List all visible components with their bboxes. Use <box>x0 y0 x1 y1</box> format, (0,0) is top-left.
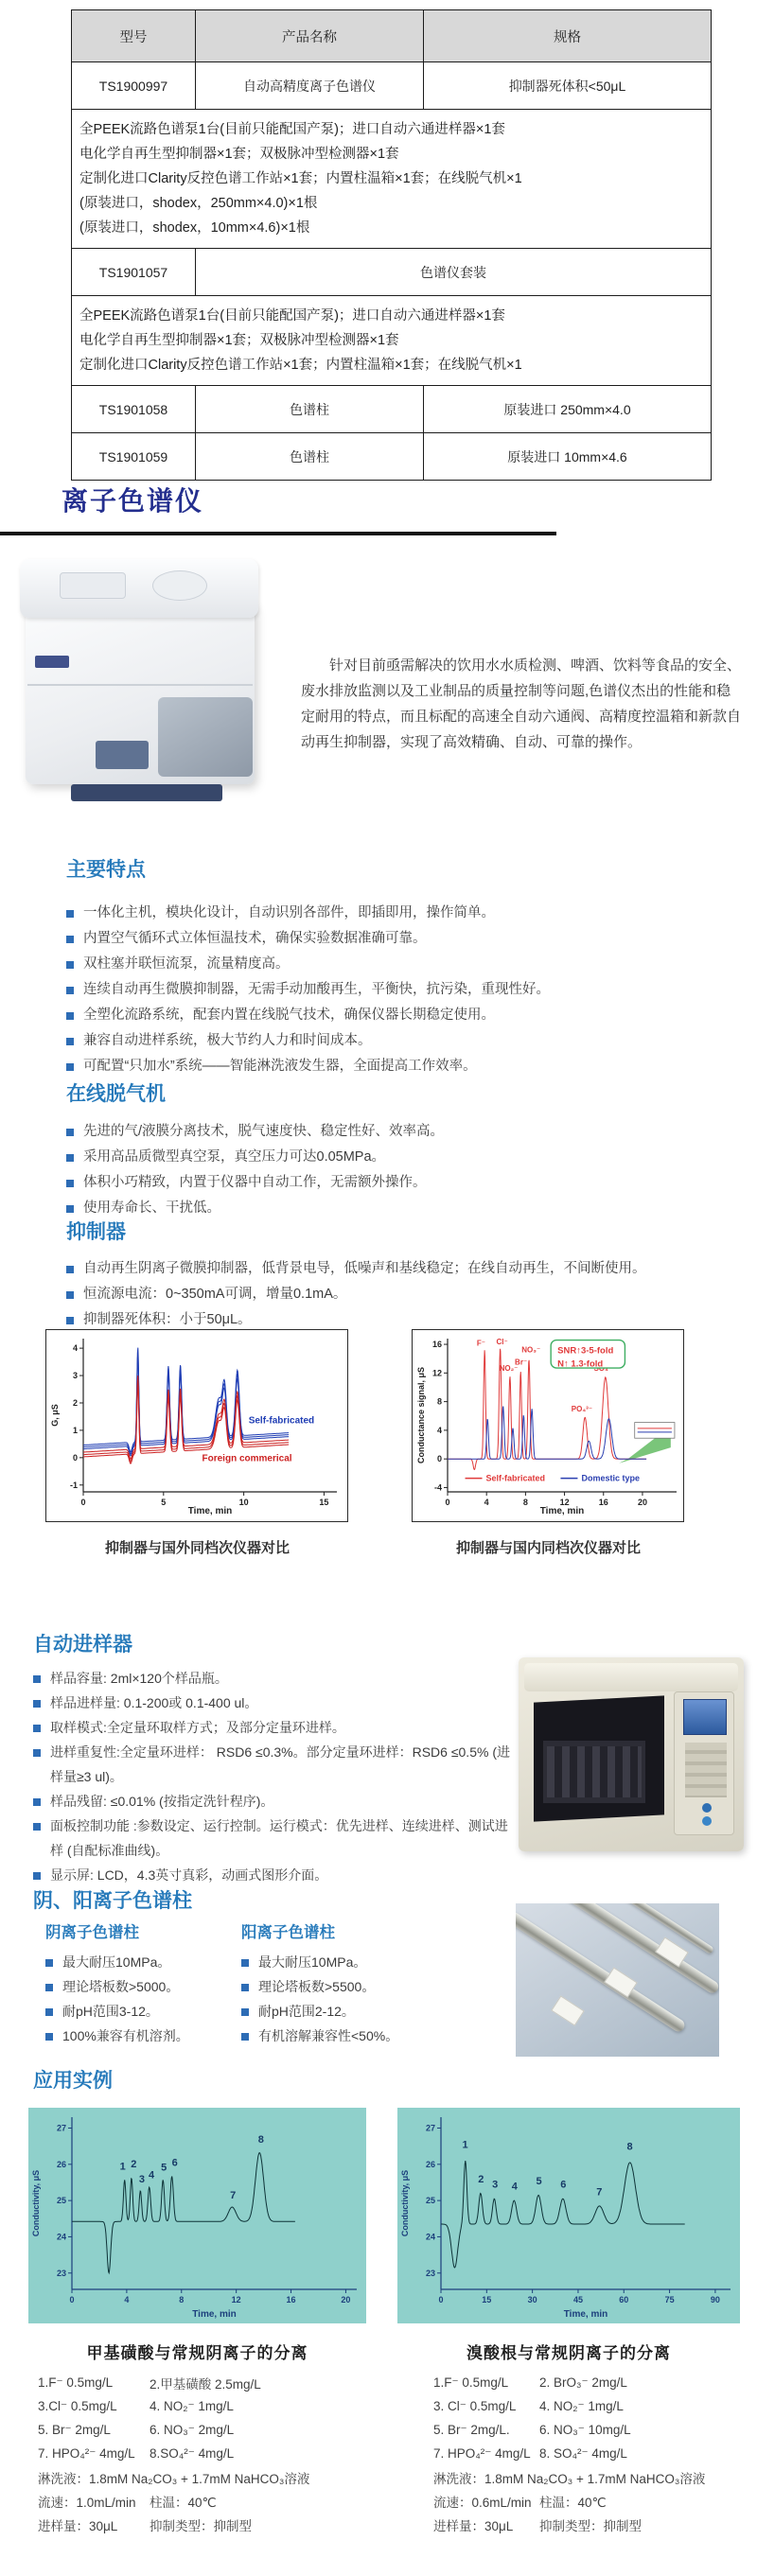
list-item <box>33 1740 520 1789</box>
svg-text:4: 4 <box>149 2169 155 2182</box>
list-item <box>66 901 729 926</box>
analyte: 1.F⁻ 0.5mg/L <box>38 2374 114 2390</box>
analyte: 3.Cl⁻ 0.5mg/L <box>38 2398 117 2413</box>
list-item <box>66 1256 738 1282</box>
cation-spec: 耐pH范围2-12。 <box>258 2004 355 2019</box>
svg-text:4: 4 <box>124 2295 130 2304</box>
svg-text:23: 23 <box>56 2268 66 2278</box>
list-item <box>66 1145 729 1170</box>
bullet-icon <box>241 2033 249 2041</box>
svg-text:Foreign commerical: Foreign commerical <box>202 1453 292 1464</box>
svg-text:20: 20 <box>637 1498 647 1507</box>
spec-line: (原装进口，shodex，250mm×4.0)×1根 <box>79 196 318 211</box>
svg-text:25: 25 <box>56 2196 66 2206</box>
svg-text:Time, min: Time, min <box>192 2309 237 2320</box>
column-temp: 柱温：40℃ <box>539 2495 607 2510</box>
autosampler-button <box>702 1816 712 1826</box>
svg-text:1: 1 <box>119 2161 126 2173</box>
cation-spec: 理论塔板数>5500。 <box>258 1979 376 1994</box>
bullet-icon <box>33 1823 41 1831</box>
analyte: 4. NO₂⁻ 1mg/L <box>539 2398 624 2413</box>
suppressor-text: 恒流源电流：0~350mA可调，增量0.1mA。 <box>83 1287 347 1302</box>
subsection-title: 阴离子色谱柱 <box>45 1924 139 1941</box>
condition-row <box>38 2442 426 2465</box>
svg-text:3: 3 <box>72 1371 78 1381</box>
section-suppressor <box>66 1217 738 1333</box>
table-cell: TS1901058 <box>72 386 196 433</box>
bromate-anions-chart <box>397 2108 740 2323</box>
bullet-icon <box>33 1700 41 1708</box>
svg-text:24: 24 <box>56 2232 66 2242</box>
instrument-door-panel <box>158 697 253 777</box>
bullet-icon <box>66 1205 74 1213</box>
feature-text: 一体化主机，模块化设计，自动识别各部件，即插即用，操作简单。 <box>83 905 495 920</box>
table-cell: TS1901057 <box>72 249 196 296</box>
analyte: 8. SO₄²⁻ 4mg/L <box>539 2445 627 2461</box>
svg-text:Domestic type: Domestic type <box>581 1473 640 1483</box>
svg-text:23: 23 <box>425 2268 435 2278</box>
list-item <box>45 1974 230 1999</box>
bullet-icon <box>45 1984 53 1991</box>
condition-row <box>38 2394 426 2418</box>
feature-text: 兼容自动进样系统，极大节约人力和时间成本。 <box>83 1033 372 1048</box>
instrument-slot <box>96 741 149 769</box>
svg-text:5: 5 <box>161 2162 167 2174</box>
suppressor-vs-domestic-chart <box>412 1329 684 1522</box>
svg-text:Conductance signal, μS: Conductance signal, μS <box>416 1366 426 1464</box>
table-cell: 色谱柱 <box>196 433 424 481</box>
svg-text:2: 2 <box>478 2173 484 2185</box>
page-title: 离子色谱仪 <box>62 486 204 516</box>
figure-app-left <box>28 2108 366 2363</box>
svg-text:1: 1 <box>72 1425 78 1435</box>
svg-text:4: 4 <box>484 1498 489 1507</box>
section-title: 阴、阳离子色谱柱 <box>33 1890 192 1912</box>
instrument-logo-badge <box>35 656 69 668</box>
list-item <box>66 1028 729 1054</box>
svg-text:27: 27 <box>425 2123 435 2133</box>
flow-rate: 流速：1.0mL/min <box>38 2495 136 2510</box>
svg-text:Time, min: Time, min <box>539 1506 585 1516</box>
columns-photo <box>516 1903 719 2057</box>
bullet-icon <box>66 1038 74 1045</box>
list-item <box>33 1666 520 1691</box>
list-item <box>66 1003 729 1028</box>
svg-text:Conductivity, μS: Conductivity, μS <box>400 2169 410 2237</box>
anion-column-specs <box>45 1919 230 2048</box>
list-item <box>66 1282 738 1307</box>
svg-text:90: 90 <box>710 2295 720 2304</box>
list-item <box>66 1119 729 1145</box>
analyte: 1.F⁻ 0.5mg/L <box>433 2374 509 2390</box>
svg-text:25: 25 <box>425 2196 435 2206</box>
bullet-icon <box>45 1959 53 1967</box>
chart-caption: 抑制器与国内同档次仪器对比 <box>455 1540 641 1556</box>
condition-row <box>433 2418 746 2442</box>
list-item <box>45 1999 230 2024</box>
autosampler-text: 样品残留: ≤0.01% (按指定洗针程序)。 <box>50 1794 274 1809</box>
svg-text:30: 30 <box>527 2295 537 2304</box>
instrument-seam <box>27 684 253 686</box>
svg-text:NO₂⁻: NO₂⁻ <box>499 1364 519 1374</box>
autosampler-text: 面板控制功能 :参数设定、运行控制。运行模式：优先进样、连续进样、测试进样 (自配标准曲线)。 <box>50 1818 508 1858</box>
cation-spec: 最大耐压10MPa。 <box>258 1954 367 1970</box>
analyte: 6. NO₃⁻ 10mg/L <box>539 2422 631 2437</box>
suppression-type: 抑制类型：抑制型 <box>150 2518 252 2533</box>
degasser-text: 使用寿命长、干扰低。 <box>83 1200 220 1216</box>
autosampler-lid <box>524 1663 738 1691</box>
bullet-icon <box>66 1063 74 1071</box>
svg-text:4: 4 <box>436 1425 442 1435</box>
condition-row <box>433 2394 746 2418</box>
spec-line: 全PEEK流路色谱泵1台(目前只能配国产泵)；进口自动六通进样器×1套 <box>79 122 505 137</box>
section-degasser <box>66 1078 729 1221</box>
svg-text:-1: -1 <box>69 1480 78 1490</box>
autosampler-text: 取样模式:全定量环取样方式；及部分定量环进样。 <box>50 1720 345 1735</box>
table-merged-cell <box>72 110 712 249</box>
svg-text:-4: -4 <box>433 1482 442 1493</box>
bullet-icon <box>45 2033 53 2041</box>
autosampler-keypad <box>685 1743 727 1797</box>
bullet-icon <box>66 1012 74 1020</box>
svg-text:45: 45 <box>572 2295 583 2304</box>
svg-text:24: 24 <box>425 2232 435 2242</box>
analyte: 7. HPO₄²⁻ 4mg/L <box>433 2445 531 2461</box>
list-item <box>33 1789 520 1814</box>
list-item <box>66 1170 729 1196</box>
bullet-icon <box>66 987 74 994</box>
cation-spec: 有机溶解兼容性<50%。 <box>258 2028 399 2043</box>
degasser-text: 先进的气/液膜分离技术，脱气速度快、稳定性好、效率高。 <box>83 1124 445 1139</box>
feature-text: 全塑化流路系统，配套内置在线脱气技术，确保仪器长期稳定使用。 <box>83 1008 495 1023</box>
section-applications <box>33 2065 743 2094</box>
instrument-base <box>71 784 222 801</box>
table-cell: TS1901059 <box>72 433 196 481</box>
condition-row <box>38 2513 426 2536</box>
svg-text:8: 8 <box>522 1498 528 1507</box>
autosampler-screen <box>683 1699 727 1735</box>
condition-row <box>433 2489 746 2513</box>
svg-text:2: 2 <box>72 1397 78 1408</box>
injection-volume: 进样量：30μL <box>38 2518 118 2533</box>
condition-row <box>433 2442 746 2465</box>
bullet-icon <box>66 1129 74 1136</box>
svg-text:1: 1 <box>462 2139 468 2151</box>
chart-caption: 抑制器与国外同档次仪器对比 <box>104 1540 290 1556</box>
svg-text:Conductivity, μS: Conductivity, μS <box>31 2169 41 2237</box>
bullet-icon <box>241 1984 249 1991</box>
msa-anions-chart <box>28 2108 366 2323</box>
spec-line: 电化学自再生型抑制器×1套；双极脉冲型检测器×1套 <box>79 147 399 162</box>
section-features <box>66 854 729 1079</box>
table-cell: 色谱柱 <box>196 386 424 433</box>
list-item <box>241 1974 464 1999</box>
svg-text:15: 15 <box>482 2295 492 2304</box>
svg-text:8: 8 <box>436 1396 442 1407</box>
svg-text:0: 0 <box>438 2295 444 2304</box>
list-item <box>45 1950 230 1974</box>
svg-text:16: 16 <box>286 2295 296 2304</box>
subsection-title: 阳离子色谱柱 <box>241 1924 335 1941</box>
svg-text:0: 0 <box>72 1452 78 1463</box>
svg-text:0: 0 <box>69 2295 75 2304</box>
list-item <box>45 2024 230 2048</box>
section-title: 抑制器 <box>66 1221 126 1243</box>
column-label-tag <box>551 1995 585 2025</box>
instrument-lid <box>20 559 258 618</box>
suppressor-text: 自动再生阴离子微膜抑制器，低背景电导，低噪声和基线稳定；在线自动再生，不间断使用。 <box>83 1261 646 1276</box>
list-item <box>33 1691 520 1715</box>
svg-text:26: 26 <box>425 2159 435 2169</box>
analyte: 2.甲基磺酸 2.5mg/L <box>150 2376 261 2392</box>
bullet-icon <box>241 2008 249 2016</box>
svg-text:Self-fabricated: Self-fabricated <box>248 1415 315 1427</box>
column-temp: 柱温：40℃ <box>150 2495 217 2510</box>
feature-text: 连续自动再生微膜抑制器，无需手动加酸再生，平衡快，抗污染，重现性好。 <box>83 982 550 997</box>
chart-caption: 甲基磺酸与常规阴离子的分离 <box>86 2344 308 2362</box>
svg-text:Time, min: Time, min <box>563 2309 608 2320</box>
spec-line: 电化学自再生型抑制器×1套；双极脉冲型检测器×1套 <box>79 333 399 348</box>
list-item <box>66 1054 729 1079</box>
svg-text:4: 4 <box>511 2181 518 2193</box>
svg-text:60: 60 <box>619 2295 629 2304</box>
svg-text:Br⁻: Br⁻ <box>515 1358 528 1367</box>
autosampler-text: 进样重复性:全定量环进样： RSD6 ≤0.3%。部分定量环进样：RSD6 ≤0.5% (进样量≥3 ul)。 <box>50 1744 510 1784</box>
svg-text:2: 2 <box>131 2158 137 2170</box>
svg-text:3: 3 <box>492 2179 499 2191</box>
figure-app-right <box>397 2108 740 2363</box>
anion-spec: 理论塔板数>5000。 <box>62 1979 180 1994</box>
spec-line: 定制化进口Clarity反控色谱工作站×1套；内置柱温箱×1套；在线脱气机×1 <box>79 358 522 373</box>
table-header-name: 产品名称 <box>196 10 424 62</box>
svg-text:8: 8 <box>257 2133 264 2146</box>
list-item <box>66 926 729 952</box>
table-header-spec: 规格 <box>424 10 712 62</box>
section-title: 自动进样器 <box>33 1634 132 1656</box>
bullet-icon <box>66 1154 74 1162</box>
svg-text:75: 75 <box>664 2295 675 2304</box>
intro-paragraph: 针对目前亟需解决的饮用水水质检测、啤酒、饮料等食品的安全、废水排放监测以及工业制品的质量控制等问题,色谱仪杰出的性能和稳定耐用的特点，而且标配的高速全自动六通阀、高精度控温箱和新款自动再生抑制器，实现了高效精确、自动、可靠的操作。 <box>301 657 742 750</box>
anion-spec: 100%兼容有机溶剂。 <box>62 2028 189 2043</box>
list-item <box>33 1863 520 1887</box>
svg-text:16: 16 <box>598 1498 608 1507</box>
svg-text:20: 20 <box>341 2295 351 2304</box>
condition-row <box>38 2489 426 2513</box>
svg-text:8: 8 <box>179 2295 185 2304</box>
bullet-icon <box>45 2008 53 2016</box>
product-table <box>71 9 712 481</box>
bullet-icon <box>33 1749 41 1757</box>
condition-row <box>38 2371 426 2394</box>
bullet-icon <box>33 1725 41 1732</box>
list-item <box>33 1814 520 1863</box>
figure-suppressor-vs-foreign <box>45 1329 349 1557</box>
svg-text:3: 3 <box>138 2173 146 2185</box>
table-cell: TS1900997 <box>72 62 196 110</box>
spec-line: (原装进口，shodex，10mm×4.6)×1根 <box>79 220 310 236</box>
table-cell: 色谱仪套装 <box>196 249 712 296</box>
autosampler-text: 样品容量: 2ml×120个样品瓶。 <box>50 1671 228 1686</box>
bullet-icon <box>66 1266 74 1273</box>
degasser-text: 采用高品质微型真空泵，真空压力可达0.05MPa。 <box>83 1149 386 1165</box>
chart-caption: 溴酸根与常规阴离子的分离 <box>467 2344 671 2362</box>
table-cell: 原装进口 250mm×4.0 <box>424 386 712 433</box>
analyte: 5. Br⁻ 2mg/L. <box>433 2422 510 2437</box>
analyte: 8.SO₄²⁻ 4mg/L <box>150 2445 235 2461</box>
section-title: 主要特点 <box>66 859 146 881</box>
right-conditions-list <box>433 2371 746 2536</box>
svg-text:12: 12 <box>431 1368 442 1378</box>
autosampler-vials <box>547 1746 642 1797</box>
svg-text:0: 0 <box>80 1498 86 1507</box>
analyte: 5. Br⁻ 2mg/L <box>38 2422 111 2437</box>
autosampler-text: 显示屏: LCD，4.3英寸真彩，动画式图形介面。 <box>50 1867 328 1883</box>
spec-line: 定制化进口Clarity反控色谱工作站×1套；内置柱温箱×1套；在线脱气机×1 <box>79 171 522 186</box>
svg-text:0: 0 <box>445 1498 450 1507</box>
autosampler-photo <box>519 1657 744 1851</box>
bullet-icon <box>241 1959 249 1967</box>
section-title: 在线脱气机 <box>66 1083 166 1105</box>
svg-text:6: 6 <box>560 2179 567 2191</box>
suppression-type: 抑制类型：抑制型 <box>539 2518 642 2533</box>
degasser-text: 体积小巧精致，内置于仪器中自动工作，无需额外操作。 <box>83 1175 427 1190</box>
section-title: 应用实例 <box>33 2070 113 2092</box>
list-item <box>33 1715 520 1740</box>
svg-text:5: 5 <box>536 2175 542 2187</box>
bullet-icon <box>66 1317 74 1324</box>
flow-rate: 流速：0.6mL/min <box>433 2495 532 2510</box>
table-merged-cell <box>72 296 712 386</box>
svg-text:12: 12 <box>231 2295 241 2304</box>
svg-text:PO₄³⁻: PO₄³⁻ <box>571 1405 593 1414</box>
svg-text:7: 7 <box>596 2186 603 2199</box>
table-cell: 原装进口 10mm×4.6 <box>424 433 712 481</box>
list-item <box>241 1999 464 2024</box>
svg-text:Time, min: Time, min <box>187 1506 233 1516</box>
list-item <box>66 952 729 977</box>
left-conditions-list <box>38 2371 426 2536</box>
bullet-icon <box>66 910 74 918</box>
svg-text:12: 12 <box>559 1498 570 1507</box>
analyte: 6. NO₃⁻ 2mg/L <box>150 2422 235 2437</box>
svg-text:16: 16 <box>431 1340 442 1350</box>
title-underline <box>0 532 556 535</box>
injection-volume: 进样量：30μL <box>433 2518 514 2533</box>
list-item <box>241 2024 464 2048</box>
suppressor-vs-foreign-chart <box>45 1329 348 1522</box>
eluent-row: 淋洗液：1.8mM Na₂CO₃ + 1.7mM NaHCO₃溶液 <box>38 2471 310 2486</box>
suppressor-text: 抑制器死体积：小于50μL。 <box>83 1312 252 1327</box>
analyte: 3. Cl⁻ 0.5mg/L <box>433 2398 517 2413</box>
column-tube <box>516 1910 687 2034</box>
svg-text:Cl⁻: Cl⁻ <box>496 1338 508 1347</box>
table-cell: 抑制器死体积<50μL <box>424 62 712 110</box>
list-item <box>241 1950 464 1974</box>
feature-text: 双柱塞并联恒流泵，流量精度高。 <box>83 956 290 972</box>
analyte: 2. BrO₃⁻ 2mg/L <box>539 2374 627 2390</box>
feature-text: 可配置“只加水”系统——智能淋洗液发生器，全面提高工作效率。 <box>83 1059 477 1074</box>
svg-text:8: 8 <box>626 2141 633 2153</box>
condition-row <box>433 2513 746 2536</box>
spec-line: 全PEEK流路色谱泵1台(目前只能配国产泵)；进口自动六通进样器×1套 <box>79 308 505 324</box>
svg-text:G, μS: G, μS <box>50 1404 60 1427</box>
svg-text:SNR↑3-5-fold: SNR↑3-5-fold <box>557 1345 614 1357</box>
svg-text:F⁻: F⁻ <box>476 1339 486 1348</box>
anion-spec: 最大耐压10MPa。 <box>62 1954 171 1970</box>
analyte: 7. HPO₄²⁻ 4mg/L <box>38 2445 135 2461</box>
svg-text:4: 4 <box>72 1343 78 1354</box>
condition-row <box>433 2371 746 2394</box>
cation-column-specs <box>241 1919 464 2048</box>
table-cell: 自动高精度离子色谱仪 <box>196 62 424 110</box>
svg-text:6: 6 <box>171 2157 178 2169</box>
svg-text:27: 27 <box>56 2123 66 2133</box>
bullet-icon <box>33 1798 41 1806</box>
bullet-icon <box>66 1180 74 1187</box>
table-header-model: 型号 <box>72 10 196 62</box>
bullet-icon <box>33 1675 41 1683</box>
svg-text:N↑ 1.3-fold: N↑ 1.3-fold <box>557 1358 604 1370</box>
svg-text:NO₃⁻: NO₃⁻ <box>521 1345 541 1355</box>
feature-text: 内置空气循环式立体恒温技术，确保实验数据准确可靠。 <box>83 931 427 946</box>
ion-chromatograph-photo <box>14 553 284 807</box>
eluent-row: 淋洗液：1.8mM Na₂CO₃ + 1.7mM NaHCO₃溶液 <box>433 2471 706 2486</box>
svg-text:5: 5 <box>161 1498 167 1507</box>
figure-suppressor-vs-domestic <box>412 1329 685 1557</box>
bullet-icon <box>66 1291 74 1299</box>
list-item <box>66 977 729 1003</box>
bullet-icon <box>33 1872 41 1880</box>
svg-text:7: 7 <box>230 2190 237 2202</box>
svg-text:10: 10 <box>238 1498 249 1507</box>
bullet-icon <box>66 936 74 943</box>
svg-text:15: 15 <box>319 1498 329 1507</box>
svg-text:0: 0 <box>436 1454 442 1464</box>
analyte: 4. NO₂⁻ 1mg/L <box>150 2398 234 2413</box>
condition-row <box>38 2418 426 2442</box>
svg-text:Self-fabricated: Self-fabricated <box>485 1473 546 1483</box>
bullet-icon <box>66 961 74 969</box>
autosampler-button <box>702 1803 712 1813</box>
autosampler-text: 样品进样量: 0.1-200或 0.1-400 ul。 <box>50 1695 258 1710</box>
anion-spec: 耐pH范围3-12。 <box>62 2004 159 2019</box>
svg-text:26: 26 <box>56 2159 66 2169</box>
